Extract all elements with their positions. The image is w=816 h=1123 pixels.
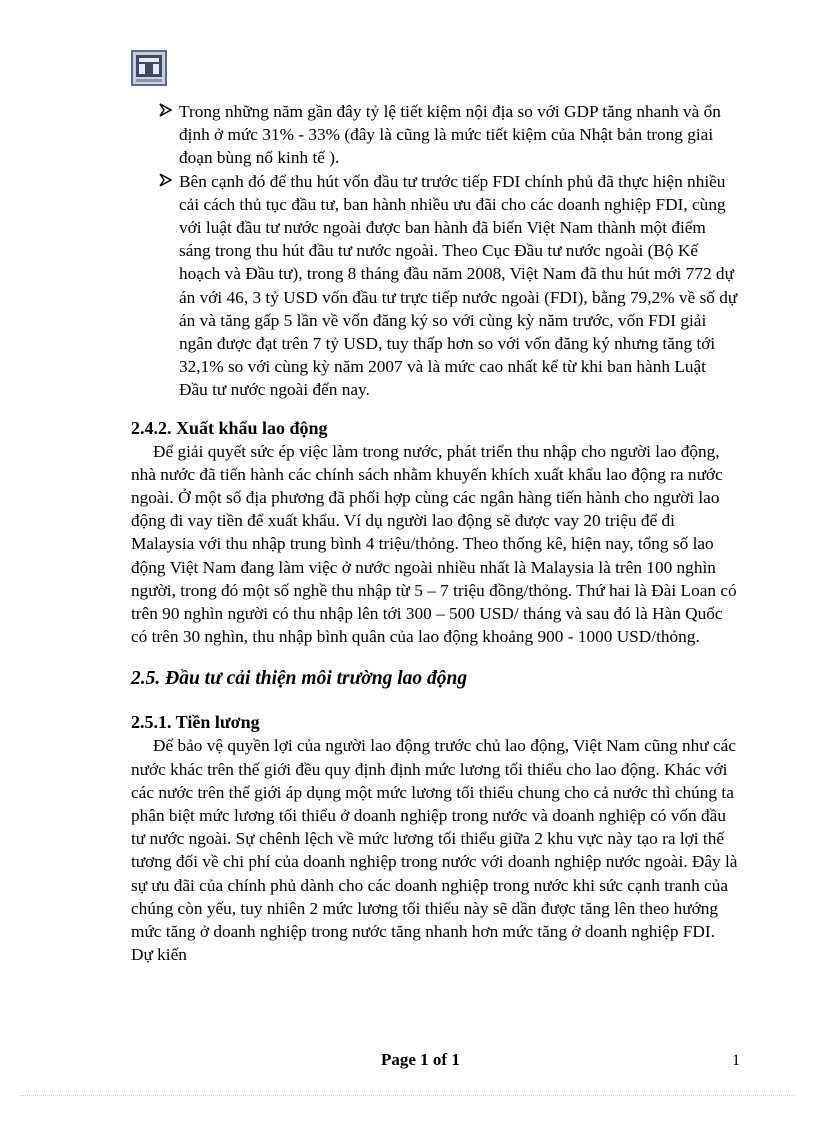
- document-logo-icon: [131, 50, 167, 86]
- section-paragraph: Để bảo vệ quyền lợi của người lao động trước chủ lao động, Việt Nam cũng như các nước khác trên thế giới đều quy định định mức lương tối thiểu cho lao động. Khác với các nước trên thế giới áp dụng một mức lương tối thiểu chung cho cả nước thì chúng ta phân biệt mức lương tối thiểu ở doanh nghiệp trong nước và doanh nghiệp có vốn đầu tư nước ngoài. Sự chênh lệch về mức lương tối thiểu giữa 2 khu vực này tạo ra lợi thế tương đối về chi phí của doanh nghiệp trong nước với doanh nghiệp nước ngoài. Đây là sự ưu đãi của chính phủ dành cho các doanh nghiệp trong nước khi sức cạnh tranh của chúng còn yếu, tuy nhiên 2 mức lương tối thiểu này sẽ dần được tăng lên theo hướng mức tăng ở doanh nghiệp trong nước tăng nhanh hơn mức tăng ở doanh nghiệp FDI. Dự kiến: [131, 736, 738, 965]
- bullet-item: [131, 100, 739, 170]
- bullet-text: Bên cạnh đó để thu hút vốn đầu tư trước tiếp FDI chính phủ đã thực hiện nhiều cải cách thủ tục đầu tư, ban hành nhiều ưu đãi cho các doanh nghiệp FDI, cùng với luật đầu tư nước ngoài được ban hành đã biến Việt Nam thành một điểm sáng trong thu hút đầu tư nước ngoài. Theo Cục Đầu tư nước ngoài (Bộ Kế hoạch và Đầu tư), trong 8 tháng đầu năm 2008, Việt Nam đã thu hút mới 772 dự án với 46, 3 tỷ USD vốn đầu tư trực tiếp nước ngoài (FDI), bằng 79,2% về số dự án và tăng gấp 5 lần về vốn đăng ký so với cùng kỳ năm trước, vốn FDI giải ngân được đạt trên 7 tỷ USD, tuy thấp hơn so với vốn đăng ký nhưng tăng tới 32,1% so với cùng kỳ năm 2007 và là mức cao nhất kể từ khi ban hành Luật Đầu tư nước ngoài đến nay.: [179, 171, 738, 400]
- section-heading: 2.5. Đầu tư cải thiện môi trường lao động: [131, 668, 468, 690]
- bullet-text: Trong những năm gần đây tỷ lệ tiết kiệm nội địa so với GDP tăng nhanh và ổn định ở mức 31% - 33% (đây là cũng là mức tiết kiệm của Nhật bản trong giai đoạn bùng nổ kinh tế ).: [179, 102, 721, 168]
- bullet-item: [131, 170, 739, 402]
- document-body: [131, 100, 739, 967]
- arrow-bullet-icon: [159, 170, 173, 190]
- page-divider: [20, 1095, 796, 1096]
- section-paragraph: Để giải quyết sức ép việc làm trong nước, phát triển thu nhập cho người lao động, nhà nước đã tiến hành các chính sách nhằm khuyến khích xuất khẩu lao động ra nước ngoài. Ở một số địa phương đã phối hợp cùng các ngân hàng tiến hành cho người lao động đi vay tiền để xuất khẩu. Ví dụ người lao động sẽ được vay 20 triệu để đi Malaysia với thu nhập trung bình 4 triệu/thỏng. Theo thống kê, hiện nay, tổng số lao động Việt Nam đang làm việc ở nước ngoài nhiều nhất là Malaysia là trên 100 nghìn người, trong đó một số nghề thu nhập từ 5 – 7 triệu đồng/thỏng. Thứ hai là Đài Loan có trên 90 nghìn người có thu nhập lên tới 300 – 500 USD/ tháng và sau đó là Hàn Quốc có trên 30 nghìn, thu nhập bình quân của lao động khoảng 900 - 1000 USD/thỏng.: [131, 441, 737, 647]
- page-label: Page 1 of 1: [381, 1050, 460, 1069]
- section-heading: 2.5.1. Tiền lương: [131, 712, 260, 733]
- page-number: 1: [732, 1052, 740, 1069]
- arrow-bullet-icon: [159, 100, 173, 120]
- section-heading: 2.4.2. Xuất khẩu lao động: [131, 417, 328, 438]
